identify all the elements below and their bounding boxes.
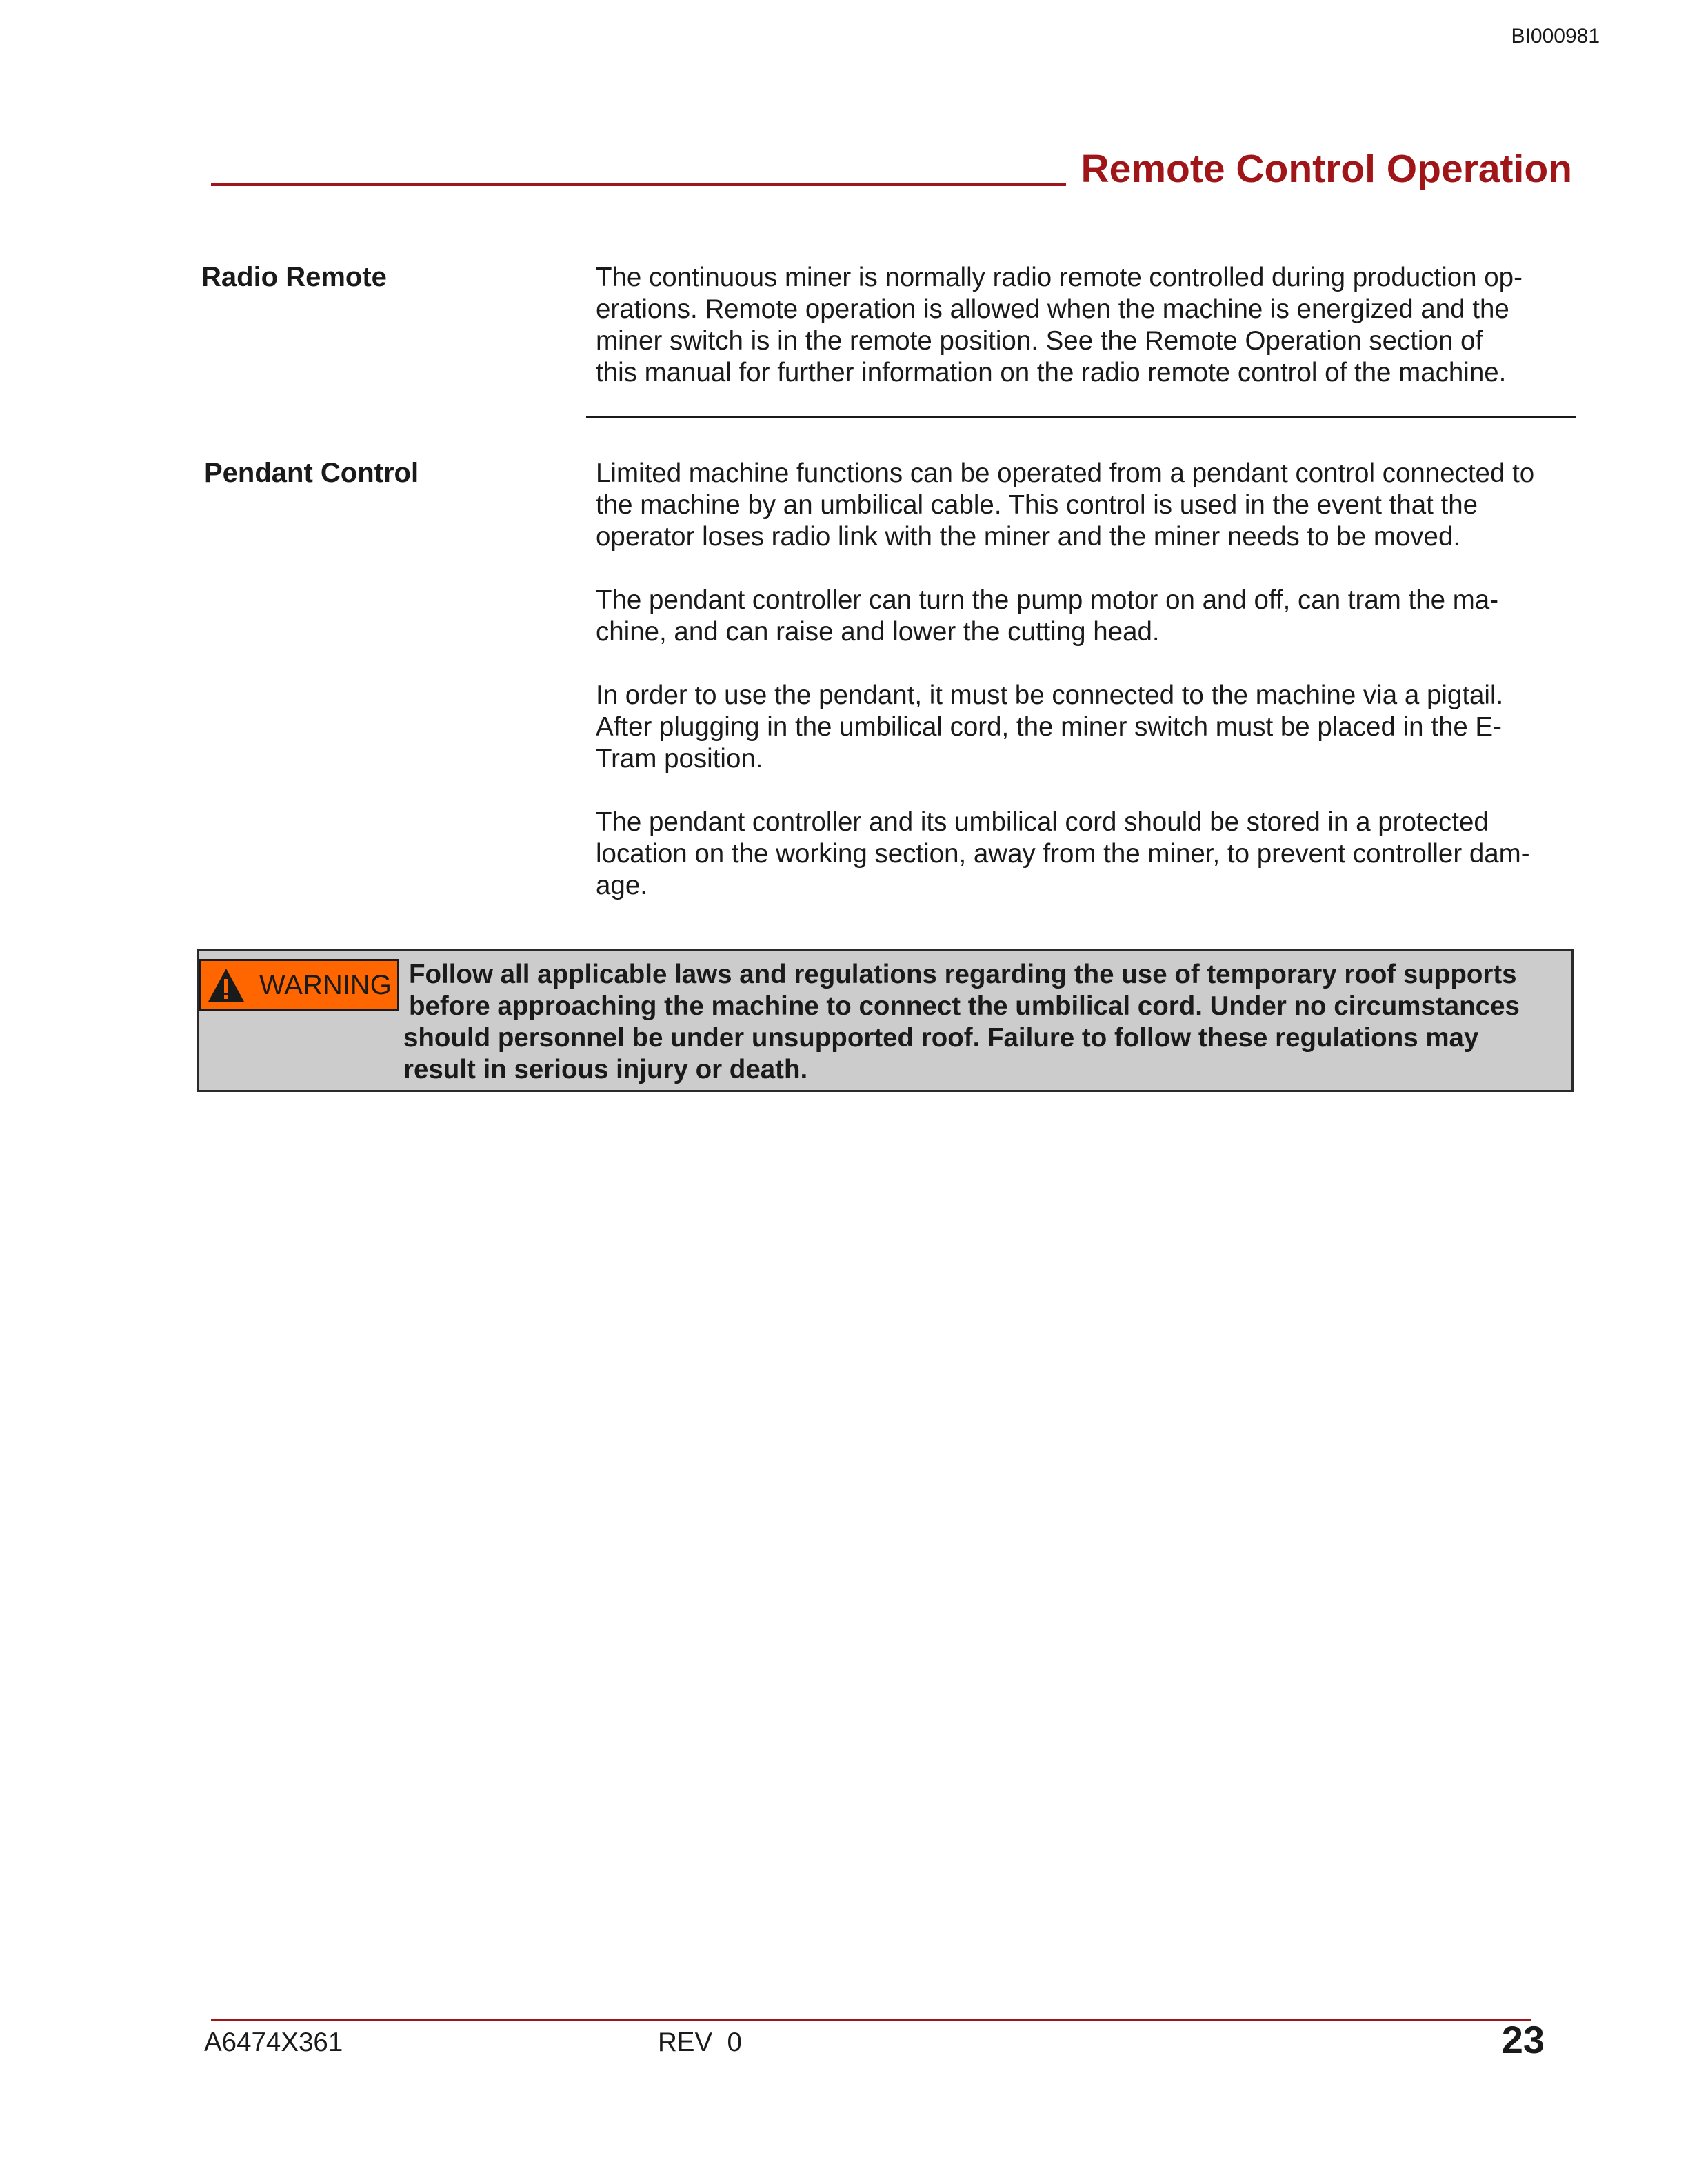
page-number: 23	[1501, 2018, 1545, 2061]
text-line: erations. Remote operation is allowed when the machine is energized and the	[596, 294, 1509, 324]
text-line: operator loses radio link with the miner and the miner needs to be moved.	[596, 522, 1461, 552]
warning-line: should personnel be under unsupported roof. Failure to follow these regulations may	[403, 1023, 1479, 1053]
section-body-pendant-control	[596, 458, 1575, 933]
warning-line: before approaching the machine to connect the umbilical cord. Under no circumstances	[409, 991, 1520, 1021]
document-id: BI000981	[1511, 25, 1600, 48]
warning-box	[197, 949, 1574, 1092]
warning-label: WARNING	[259, 969, 392, 1000]
paragraph	[596, 680, 1575, 775]
section-heading-pendant-control: Pendant Control	[204, 458, 419, 488]
footer-revision: REV 0	[658, 2028, 742, 2057]
warning-line: result in serious injury or death.	[403, 1055, 808, 1084]
text-line: Tram position.	[596, 744, 763, 774]
text-line: The pendant controller and its umbilical cord should be stored in a protected	[596, 807, 1489, 837]
warning-line: Follow all applicable laws and regulations regarding the use of temporary roof supports	[409, 960, 1517, 989]
text-line: In order to use the pendant, it must be connected to the machine via a pigtail.	[596, 680, 1504, 710]
text-line: age.	[596, 871, 647, 900]
warning-triangle-icon	[207, 967, 245, 1003]
text-line: After plugging in the umbilical cord, the miner switch must be placed in the E-	[596, 712, 1502, 742]
text-line: location on the working section, away from the miner, to prevent controller dam-	[596, 839, 1530, 869]
title-rule	[211, 183, 1066, 186]
text-line: The pendant controller can turn the pump motor on and off, can tram the ma-	[596, 585, 1499, 615]
section-divider	[586, 416, 1576, 418]
text-line: Limited machine functions can be operated from a pendant control connected to	[596, 458, 1535, 488]
text-line: this manual for further information on the radio remote control of the machine.	[596, 358, 1507, 387]
footer-rule	[211, 2019, 1531, 2021]
paragraph	[596, 458, 1575, 553]
warning-badge	[199, 959, 399, 1011]
paragraph	[596, 585, 1575, 648]
paragraph	[596, 807, 1575, 902]
page-title: Remote Control Operation	[1081, 147, 1572, 191]
section-heading-radio-remote: Radio Remote	[201, 262, 387, 292]
text-line: the machine by an umbilical cable. This control is used in the event that the	[596, 490, 1478, 520]
text-line: chine, and can raise and lower the cutting head.	[596, 617, 1160, 647]
footer-doc-number: A6474X361	[204, 2028, 343, 2057]
warning-text	[199, 959, 1565, 1086]
paragraph	[596, 262, 1575, 389]
text-line: The continuous miner is normally radio remote controlled during production op-	[596, 263, 1523, 292]
text-line: miner switch is in the remote position. See the Remote Operation section of	[596, 326, 1483, 356]
section-body-radio-remote	[596, 262, 1575, 421]
